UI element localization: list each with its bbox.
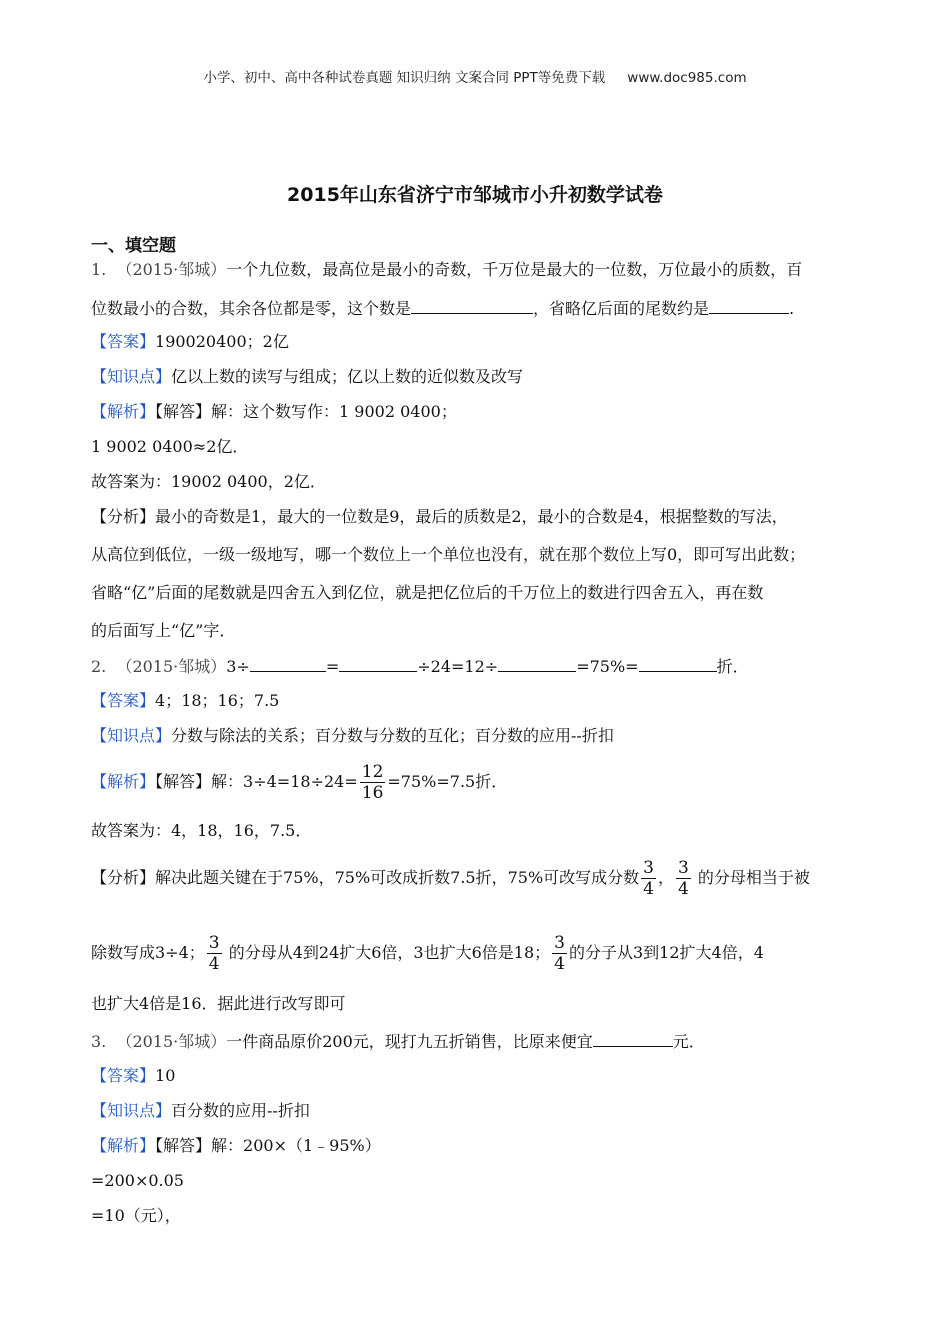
q3-answer-text: 10 xyxy=(155,1066,176,1085)
q1-comment-line1 xyxy=(91,507,788,527)
knowledge-tag: 【知识点】 xyxy=(91,1101,172,1120)
solution-tag: 【解答】 xyxy=(155,772,212,791)
q3-sol1: 解：200×（1﹣95%） xyxy=(211,1136,381,1155)
q1-answer xyxy=(91,332,289,352)
q3-stem xyxy=(91,1031,705,1052)
q1-number: 1. xyxy=(91,260,107,279)
q2-solution-line1 xyxy=(91,762,507,802)
analysis-tag: 【解析】 xyxy=(91,402,156,421)
q1-solution-line1 xyxy=(91,402,457,422)
q3-stem-a: 一件商品原价200元，现打九五折销售，比原来便宜 xyxy=(226,1032,593,1051)
q2-sol-b: =75%=7.5折． xyxy=(387,772,508,791)
q1-knowledge-text: 亿以上数的读写与组成；亿以上数的近似数及改写 xyxy=(171,367,524,386)
fraction-numerator: 3 xyxy=(554,933,565,953)
q1-source: （2015·邹城） xyxy=(116,260,227,279)
answer-tag: 【答案】 xyxy=(91,1066,156,1085)
q1-c2: 从高位到低位，一级一级地写，哪一个数位上一个单位也没有，就在那个数位上写0，即可写出此数； xyxy=(91,545,806,564)
fraction-denominator: 4 xyxy=(643,879,654,899)
q2-s2: = xyxy=(325,657,340,676)
answer-tag: 【答案】 xyxy=(91,332,156,351)
q2-c2b: 的分母从4到24扩大6倍，3也扩大6倍是18； xyxy=(228,943,551,962)
q2-blank-3[interactable] xyxy=(498,656,576,672)
fraction-numerator: 3 xyxy=(208,933,220,953)
q2-comment-line1 xyxy=(91,855,810,901)
q2-sol2: 故答案为：4，18，16，7.5． xyxy=(91,821,312,840)
q2-s1: 3÷ xyxy=(226,657,250,676)
analysis-tag: 【解析】 xyxy=(91,772,156,791)
q1-stem2a: 位数最小的合数，其余各位都是零，这个数是 xyxy=(91,299,412,318)
q3-knowledge-text: 百分数的应用--折扣 xyxy=(171,1101,310,1120)
page-header xyxy=(0,66,950,86)
fraction-denominator: 16 xyxy=(361,783,384,803)
q2-fraction-3-4 xyxy=(676,859,691,898)
q2-fraction-12-16 xyxy=(360,763,386,802)
q1-sol1: 解：这个数写作：1 9002 0400； xyxy=(211,402,457,421)
q2-comment-line2 xyxy=(91,930,764,976)
q2-fraction-3-4 xyxy=(207,934,222,973)
fraction-numerator: 3 xyxy=(643,858,654,878)
q2-knowledge-text: 分数与除法的关系；百分数与分数的互化；百分数的应用--折扣 xyxy=(171,726,614,745)
q1-blank-1[interactable] xyxy=(411,298,533,314)
q1-stem2c: . xyxy=(789,299,795,318)
q1-knowledge xyxy=(91,367,523,387)
fraction-numerator: 12 xyxy=(361,762,384,782)
q1-stem-line1 xyxy=(91,260,802,280)
knowledge-tag: 【知识点】 xyxy=(91,367,172,386)
fraction-numerator: 3 xyxy=(678,858,689,878)
comment-tag: 【分析】 xyxy=(91,507,156,526)
q2-knowledge xyxy=(91,726,614,746)
q2-fraction-3-4 xyxy=(552,934,567,973)
q2-s4: =75%= xyxy=(576,657,639,676)
q2-s3: ÷24=12÷ xyxy=(417,657,499,676)
q3-number: 3. xyxy=(91,1032,107,1051)
q2-c1c: 的分母相当于被 xyxy=(697,868,810,887)
q1-stem2b: ，省略亿后面的尾数约是 xyxy=(533,299,710,318)
q1-sol2: 1 9002 0400≈2亿． xyxy=(91,437,249,456)
q2-c2a: 除数写成3÷4； xyxy=(91,943,205,962)
fraction-denominator: 4 xyxy=(678,879,689,899)
q3-answer xyxy=(91,1066,175,1086)
q2-c2c: 的分子从3到12扩大4倍，4 xyxy=(568,943,764,962)
q2-number: 2. xyxy=(91,657,107,676)
section-heading: 一、填空题 xyxy=(91,236,176,256)
q1-sol3: 故答案为：19002 0400，2亿． xyxy=(91,472,326,491)
knowledge-tag: 【知识点】 xyxy=(91,726,172,745)
q3-sol2: =200×0.05 xyxy=(91,1171,184,1190)
q3-source: （2015·邹城） xyxy=(116,1032,227,1051)
q3-blank-1[interactable] xyxy=(593,1031,673,1047)
q2-stem xyxy=(91,656,749,677)
q1-stem-line2 xyxy=(91,298,794,319)
q3-sol3: =10（元）， xyxy=(91,1206,181,1225)
q2-c3: 也扩大4倍是16．据此进行改写即可 xyxy=(91,994,346,1013)
q2-fraction-3-4 xyxy=(641,859,656,898)
q1-c4: 的后面写上“亿”字． xyxy=(91,621,236,640)
q1-answer-text: 190020400；2亿 xyxy=(155,332,289,351)
q1-blank-2[interactable] xyxy=(709,298,789,314)
q3-stem-b: 元． xyxy=(672,1032,705,1051)
fraction-denominator: 4 xyxy=(208,954,220,974)
page-title: 2015年山东省济宁市邹城市小升初数学试卷 xyxy=(287,184,663,206)
q2-sol-a: 解：3÷4=18÷24= xyxy=(211,772,358,791)
q3-solution-line1 xyxy=(91,1136,381,1156)
solution-tag: 【解答】 xyxy=(155,402,212,421)
header-url[interactable]: www.doc985.com xyxy=(627,70,747,86)
fraction-denominator: 4 xyxy=(554,954,565,974)
q2-s5: 折． xyxy=(716,657,749,676)
comment-tag: 【分析】 xyxy=(91,868,156,887)
q2-answer xyxy=(91,691,279,711)
q2-answer-text: 4；18；16；7.5 xyxy=(155,691,280,710)
answer-tag: 【答案】 xyxy=(91,691,156,710)
header-text: 小学、初中、高中各种试卷真题 知识归纳 文案合同 PPT等免费下载 xyxy=(203,70,606,86)
solution-tag: 【解答】 xyxy=(155,1136,212,1155)
q2-blank-1[interactable] xyxy=(250,656,326,672)
q2-source: （2015·邹城） xyxy=(116,657,227,676)
q2-c1: 解决此题关键在于75%，75%可改成折数7.5折，75%可改写成分数 xyxy=(155,868,640,887)
q1-c3: 省略“亿”后面的尾数就是四舍五入到亿位，就是把亿位后的千万位上的数进行四舍五入，再在数 xyxy=(91,583,764,602)
analysis-tag: 【解析】 xyxy=(91,1136,156,1155)
q1-stem1: 一个九位数，最高位是最小的奇数，千万位是最大的一位数，万位最小的质数，百 xyxy=(226,260,803,279)
q3-knowledge xyxy=(91,1101,310,1121)
q2-blank-4[interactable] xyxy=(639,656,717,672)
q2-c1b: ， xyxy=(657,868,674,887)
q2-blank-2[interactable] xyxy=(339,656,417,672)
q1-c1: 最小的奇数是1，最大的一位数是9，最后的质数是2，最小的合数是4，根据整数的写法， xyxy=(155,507,788,526)
